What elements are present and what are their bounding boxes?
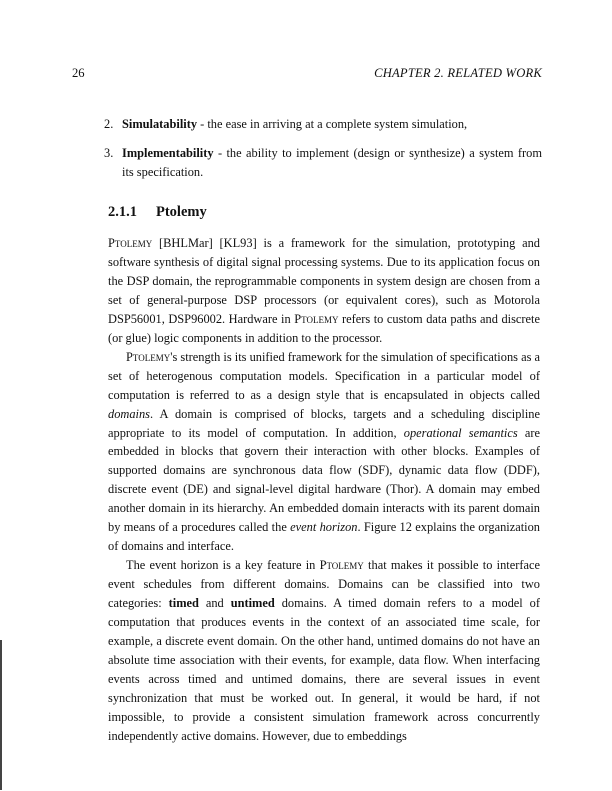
ptolemy-name: Ptolemy (108, 236, 153, 250)
running-title: CHAPTER 2. RELATED WORK (374, 66, 542, 80)
page-number: 26 (72, 66, 85, 80)
paragraph (108, 348, 540, 556)
text-run: refers to custom data paths and discrete (or glue) logic components in addition to the processor. (108, 311, 540, 345)
criteria-list (104, 115, 542, 192)
list-item (104, 144, 542, 182)
list-term: Simulatability (122, 117, 198, 131)
text-run: 's strength is its unified framework for the simulation of specifications as a set of heterogenous computation models. Specification in a particular model of computation is referred to as a design style that is encapsulated in objects called (108, 349, 540, 402)
text-run: . Figure 12 explains the organization of domains and interface. (108, 520, 541, 554)
text-run: that makes it possible to interface event schedules from different domains. Domains can be classified into two categories: (108, 558, 540, 611)
ptolemy-name: Ptolemy (294, 311, 339, 326)
bold-term: untimed (230, 596, 275, 611)
section-heading (108, 204, 207, 221)
scan-edge-artifact (0, 640, 2, 790)
section-title: Ptolemy (156, 204, 207, 220)
emphasis: domains (108, 406, 150, 421)
emphasis: event horizon (290, 520, 358, 535)
ptolemy-name: Ptolemy (319, 558, 364, 573)
list-item (104, 115, 542, 134)
list-text: - the ease in arriving at a complete system simulation, (197, 117, 468, 131)
list-number: 2. (104, 117, 114, 131)
bold-term: timed (168, 596, 199, 611)
text-run: [BHLMar] [KL93] is a framework for the simulation, prototyping and software synthesis of digital signal processing systems. Due to its application focus on the DSP domain, the reprogrammable components in system design are chosen from a set of general-purpose DSP processors (or equivalent cores), such as Motorola DSP56001, DSP96002. Hardware in (108, 236, 540, 326)
text-run: and (198, 596, 231, 611)
text-run: domains. A timed domain refers to a model of computation that produces events in the context of an associated time scale, for example, a discrete event domain. On the other hand, untimed domains do not have an absolute time association with their events, for example, data flow. When interfacing events across timed and untimed domains, there are several issues in event synchronization that must be worked out. In general, it would be hard, if not impossible, to provide a consistent simulation framework across concurrently independently active domains. However, due to embeddings (108, 596, 541, 743)
list-term: Implementability (122, 146, 214, 160)
text-run: are embedded in blocks that govern their interaction with other blocks. Examples of supported domains are synchronous data flow (SDF), dynamic data flow (DDF), discrete event (DE) and signal-level digital hardware (Thor). A domain may embed another domain in its hierarchy. An embedded domain interacts with its parent domain by means of a procedures called the (108, 425, 541, 535)
ptolemy-name: Ptolemy (126, 349, 171, 364)
list-number: 3. (104, 146, 114, 160)
paragraph (108, 556, 540, 746)
text-run: . A domain is comprised of blocks, targets and a scheduling discipline appropriate to its model of computation. In addition, (108, 406, 540, 440)
emphasis: operational semantics (403, 425, 518, 440)
body-text (108, 234, 540, 746)
section-number: 2.1.1 (108, 204, 137, 220)
list-text: - the ability to implement (design or synthesize) a system from its specification. (122, 146, 542, 179)
paragraph (108, 234, 540, 348)
text-run: The event horizon is a key feature in (126, 558, 320, 573)
